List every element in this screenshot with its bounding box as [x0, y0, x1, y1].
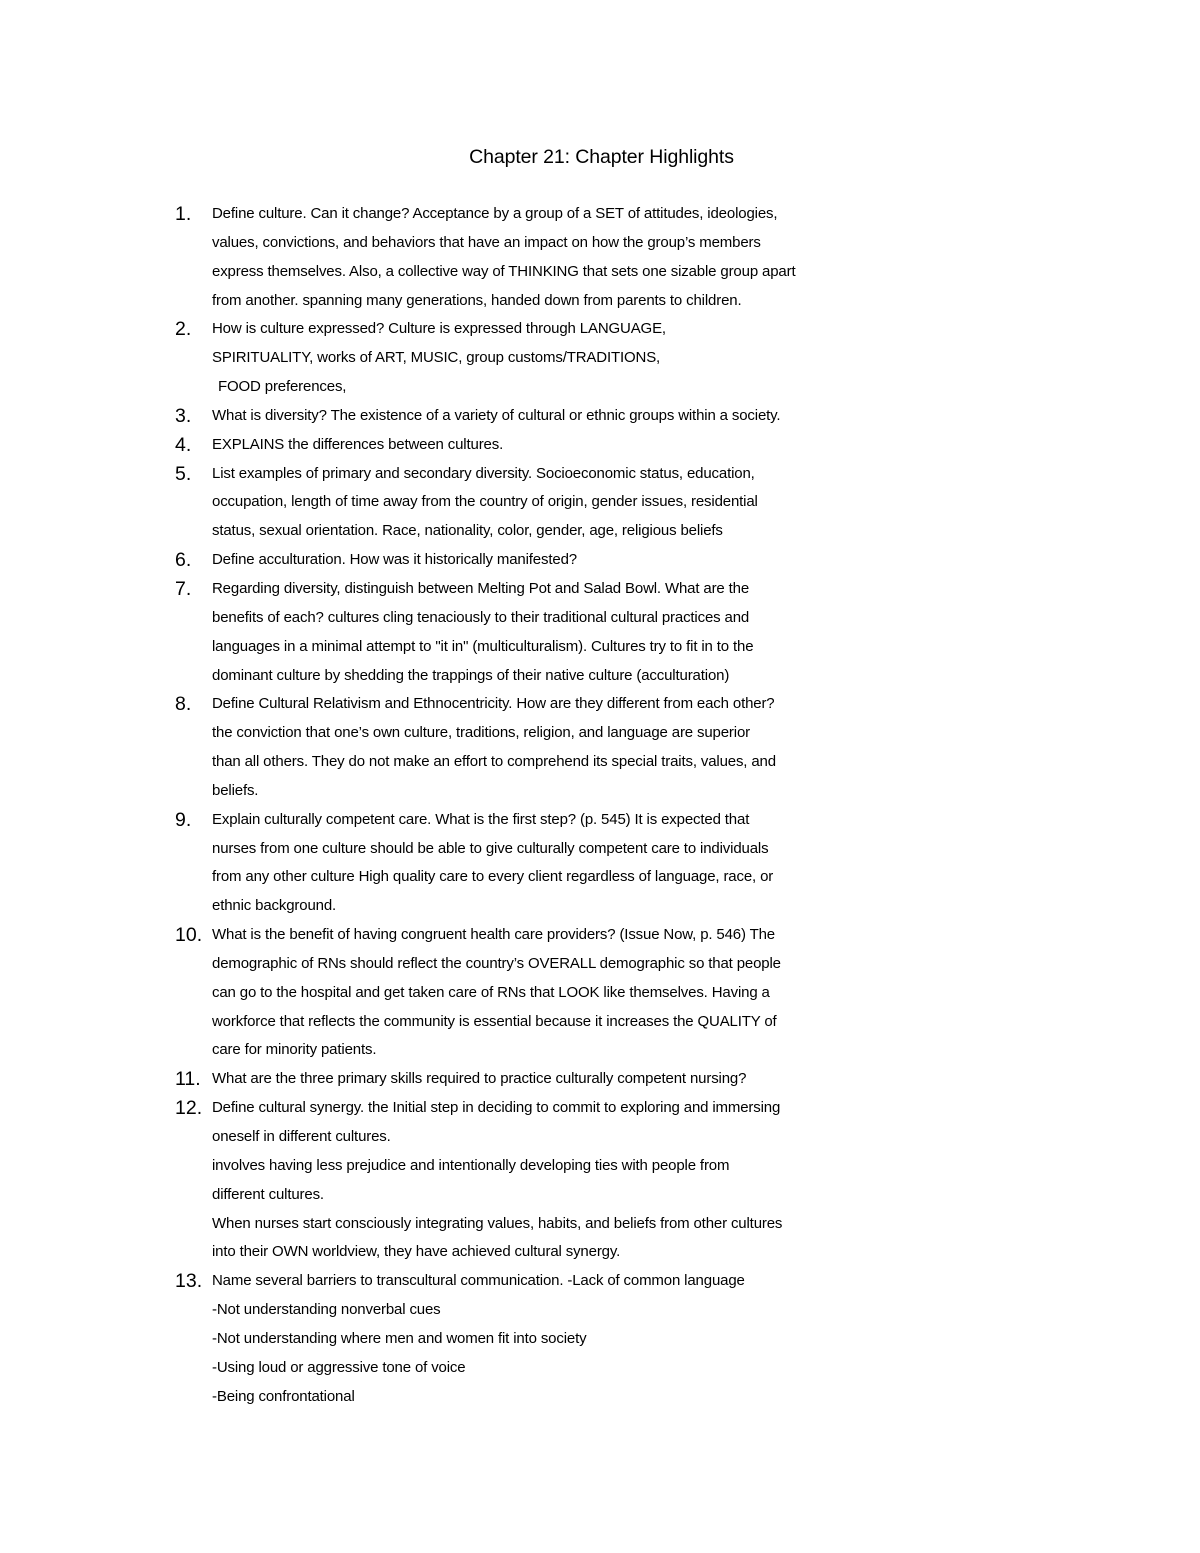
list-item — [175, 315, 1075, 402]
list-item — [175, 1267, 1075, 1411]
item-text-line: -Not understanding nonverbal cues — [212, 1301, 441, 1319]
item-text-line: nurses from one culture should be able to give culturally competent care to individuals — [212, 839, 769, 857]
item-number: 1. — [175, 203, 192, 225]
item-text-line: Define Cultural Relativism and Ethnocentricity. How are they different from each other? — [212, 695, 775, 713]
item-number: 4. — [175, 433, 192, 456]
item-text-line: workforce that reflects the community is essential because it increases the QUALITY of — [212, 1012, 777, 1030]
list-item — [175, 1065, 1075, 1094]
item-text-line: What is the benefit of having congruent health care providers? (Issue Now, p. 546) The — [212, 926, 775, 944]
item-number: 11. — [175, 1068, 201, 1091]
item-number: 5. — [175, 462, 192, 485]
item-text-line: values, convictions, and behaviors that have an impact on how the group’s members — [212, 233, 761, 251]
item-text-line: Define cultural synergy. the Initial step in deciding to commit to exploring and immersing — [212, 1099, 781, 1117]
item-text-line: Explain culturally competent care. What is the first step? (p. 545) It is expected that — [212, 810, 750, 828]
page-title: Chapter 21: Chapter Highlights — [469, 146, 734, 168]
item-text-line: How is culture expressed? Culture is expressed through LANGUAGE, — [212, 320, 666, 338]
item-text-line: List examples of primary and secondary diversity. Socioeconomic status, education, — [212, 464, 755, 482]
item-number: 3. — [175, 404, 192, 427]
item-text-line: When nurses start consciously integrating values, habits, and beliefs from other cultures — [212, 1214, 783, 1232]
item-text-line: ethnic background. — [212, 897, 337, 915]
item-text-line: into their OWN worldview, they have achieved cultural synergy. — [212, 1243, 621, 1261]
list-item — [175, 921, 1075, 1065]
list-item — [175, 575, 1075, 690]
list-item — [175, 690, 1075, 805]
item-text-line: Regarding diversity, distinguish between Melting Pot and Salad Bowl. What are the — [212, 579, 750, 597]
item-text-line: Name several barriers to transcultural communication. -Lack of common language — [212, 1272, 745, 1290]
item-number: 2. — [175, 318, 192, 341]
item-number: 10. — [175, 924, 203, 947]
item-text-line: FOOD preferences, — [218, 378, 347, 396]
item-text-line: dominant culture by shedding the trappings of their native culture (acculturation) — [212, 666, 730, 684]
item-text-line: Define acculturation. How was it historically manifested? — [212, 551, 577, 569]
item-text-line: -Being confrontational — [212, 1387, 355, 1405]
item-text-line: oneself in different cultures. — [212, 1128, 391, 1145]
item-text-line: the conviction that one’s own culture, traditions, religion, and language are superior — [212, 724, 750, 742]
item-text-line: languages in a minimal attempt to "it in" (multiculturalism). Cultures try to fit in to the — [212, 637, 754, 655]
item-text-line: -Using loud or aggressive tone of voice — [212, 1358, 466, 1376]
item-text-line: involves having less prejudice and intentionally developing ties with people from — [212, 1156, 730, 1174]
item-text-line: Define culture. Can it change? Acceptance by a group of a SET of attitudes, ideologies, — [212, 205, 778, 222]
item-number: 12. — [175, 1097, 203, 1120]
list-item — [175, 546, 1075, 575]
item-text-line: express themselves. Also, a collective way of THINKING that sets one sizable group apart — [212, 262, 796, 280]
item-text-line: beliefs. — [212, 781, 259, 799]
list-item — [175, 1094, 1075, 1267]
list-item — [175, 806, 1075, 921]
list-item — [175, 431, 1075, 460]
item-text-line: occupation, length of time away from the country of origin, gender issues, residential — [212, 493, 758, 511]
item-text-line: different cultures. — [212, 1185, 324, 1203]
list-item — [175, 200, 1075, 315]
item-text-line: What is diversity? The existence of a variety of cultural or ethnic groups within a society. — [212, 406, 781, 424]
item-number: 6. — [175, 549, 192, 572]
item-text-line: care for minority patients. — [212, 1041, 377, 1059]
item-text-line: status, sexual orientation. Race, nationality, color, gender, age, religious beliefs — [212, 522, 723, 540]
item-text-line: -Not understanding where men and women fit into society — [212, 1329, 587, 1347]
item-number: 7. — [175, 577, 192, 600]
item-text-line: can go to the hospital and get taken care of RNs that LOOK like themselves. Having a — [212, 983, 770, 1001]
list-item — [175, 460, 1075, 547]
item-text-line: What are the three primary skills required to practice culturally competent nursing? — [212, 1070, 747, 1088]
item-text-line: EXPLAINS the differences between cultures. — [212, 435, 504, 453]
item-number: 8. — [175, 693, 192, 716]
item-text-line: than all others. They do not make an effort to comprehend its special traits, values, and — [212, 753, 776, 771]
item-number: 9. — [175, 808, 192, 831]
item-text-line: from another. spanning many generations, handed down from parents to children. — [212, 291, 742, 309]
item-text-line: demographic of RNs should reflect the country’s OVERALL demographic so that people — [212, 954, 781, 972]
item-number: 13. — [175, 1270, 203, 1293]
highlights-list — [175, 200, 1075, 1411]
item-text-line: from any other culture High quality care to every client regardless of language, race, or — [212, 868, 774, 886]
list-item — [175, 402, 1075, 431]
item-text-line: SPIRITUALITY, works of ART, MUSIC, group customs/TRADITIONS, — [212, 349, 661, 367]
item-text-line: benefits of each? cultures cling tenaciously to their traditional cultural practices and — [212, 608, 750, 626]
